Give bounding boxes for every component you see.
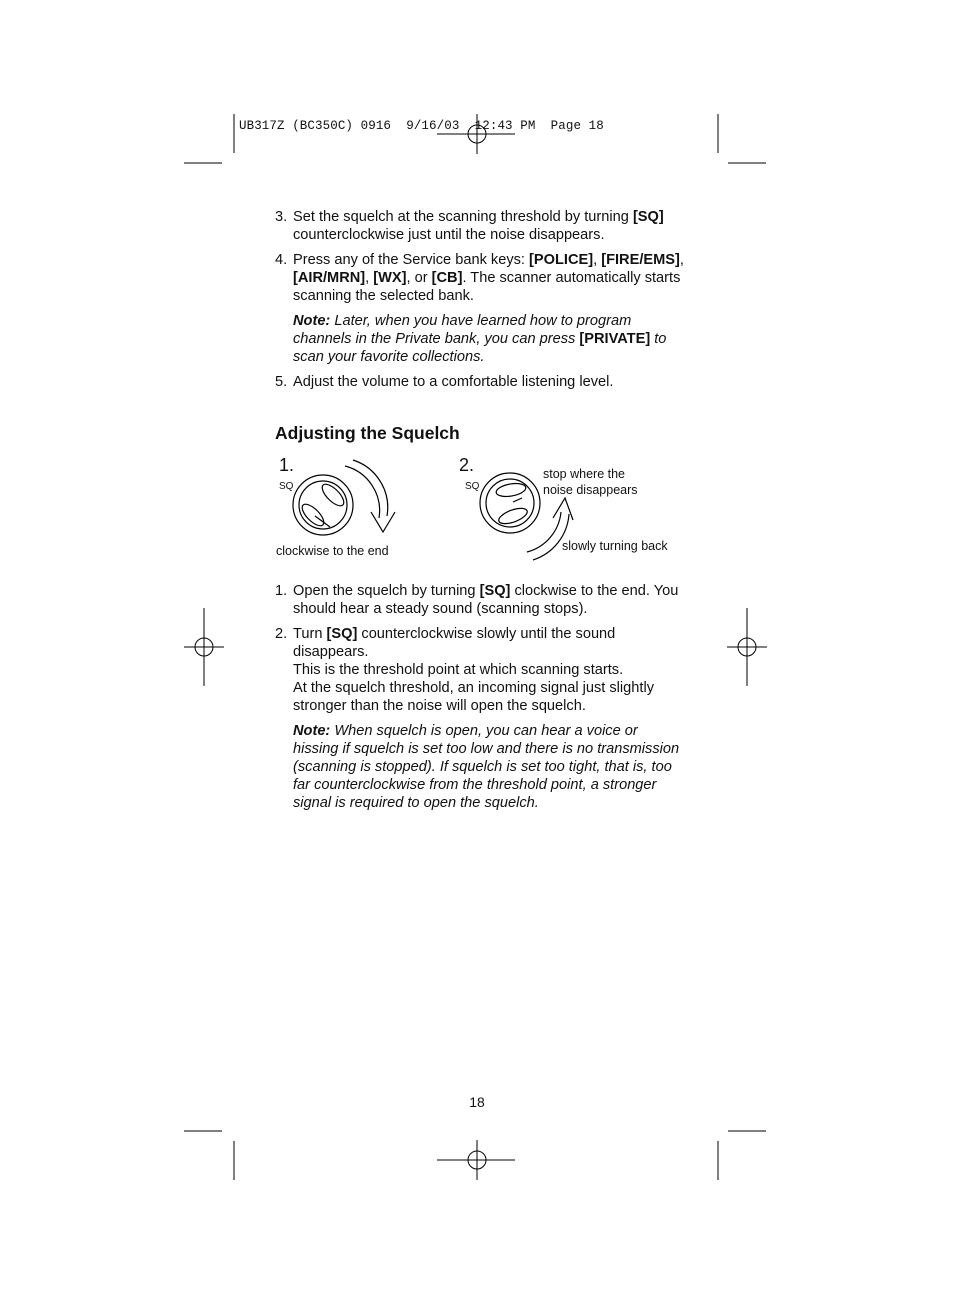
squelch-knob-icon (480, 473, 540, 533)
cb-key: [CB] (431, 270, 463, 286)
note-label: Note: (293, 313, 331, 329)
panel-1-caption: clockwise to the end (276, 544, 389, 558)
squelch-step-2: 2. Turn [SQ] counterclockwise slowly until the sound disappears. This is the threshold point at which scanning starts. At the squelch threshold, an incoming signal just slightly stronger than the noise will open the squelch. (275, 626, 654, 714)
clockwise-arrow-icon (345, 460, 395, 532)
squelch-figure (275, 456, 685, 576)
panel-2-number: 2. (459, 455, 475, 475)
panel-2-caption-bottom: slowly turning back (562, 539, 668, 553)
step-4: 4. Press any of the Service bank keys: [POLICE], [FIRE/EMS], [AIR/MRN], [WX], or [CB]. The scanner automatically starts scanning the selected bank. (275, 252, 684, 304)
section-heading: Adjusting the Squelch (275, 423, 460, 443)
note-squelch: Note: When squelch is open, you can hear a voice or hissing if squelch is set too low and there is no transmission (scanning is stopped). If squelch is set too tight, that is, too far counterclockwise from the threshold point, a stronger signal is required to open the squelch. (293, 723, 680, 811)
air-mrn-key: [AIR/MRN] (293, 270, 366, 286)
panel-2-sq-label: SQ (465, 481, 480, 492)
squelch-step-1: 1. Open the squelch by turning [SQ] clockwise to the end. You should hear a steady sound (scanning stops). (275, 583, 679, 617)
fire-ems-key: [FIRE/EMS] (601, 252, 680, 268)
print-slug: UB317Z (BC350C) 0916 9/16/03 12:43 PM Page 18 (239, 119, 604, 133)
step-5: 5. Adjust the volume to a comfortable listening level. (275, 374, 614, 390)
panel-1-sq-label: SQ (279, 481, 294, 492)
note-label: Note: (293, 723, 331, 739)
wx-key: [WX] (373, 270, 407, 286)
sq-key: [SQ] (479, 583, 511, 599)
step-3: 3. Set the squelch at the scanning threshold by turning [SQ] counterclockwise just until the noise disappears. (275, 209, 664, 243)
private-key: [PRIVATE] (579, 331, 651, 347)
sq-key: [SQ] (632, 209, 664, 225)
page-number: 18 (469, 1094, 485, 1110)
panel-2-caption-top-1: stop where the (543, 467, 625, 481)
police-key: [POLICE] (529, 252, 594, 268)
note-private-bank: Note: Later, when you have learned how to program channels in the Private bank, you can press [PRIVATE] to scan your favorite collections. (293, 313, 667, 365)
panel-2-caption-top-2: noise disappears (543, 483, 638, 497)
squelch-knob-icon (293, 475, 353, 535)
panel-1-number: 1. (279, 455, 295, 475)
page-content (275, 208, 685, 819)
sq-key: [SQ] (326, 626, 358, 642)
